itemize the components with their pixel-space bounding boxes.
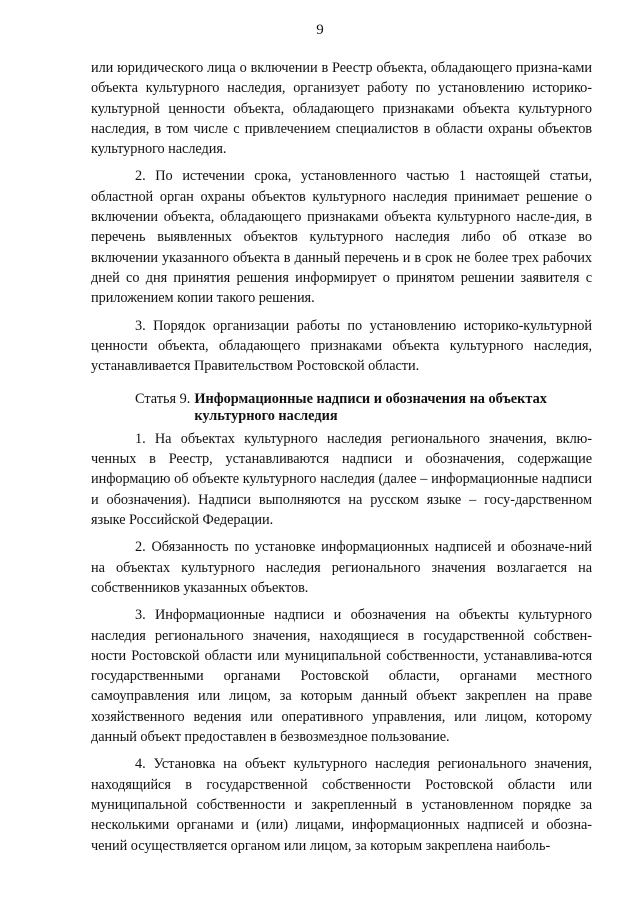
paragraph-3: 3. Порядок организации работы по установлению историко-культурной ценности объекта, обладающего признаками объекта культурного наследия, устанавливается Правительством Ростовской области. [91, 317, 592, 375]
page-number: 9 [316, 22, 324, 38]
article-9-paragraph-3: 3. Информационные надписи и обозначения на объекты культурного наследия регионального значения, находящиеся в государственной собствен-ности Ростовской области или муниципальной собственности, устанавлива-ются государственными органами Ростовской области, органами местного самоуправления или лицом, за которым данный объект закреплен на праве хозяйственного ведения или оперативного управления, или лицом, которому данный объект предоставлен в безвозмездное пользование. [91, 607, 592, 746]
document-body [91, 58, 592, 863]
paragraph-2: 2. По истечении срока, установленного частью 1 настоящей статьи, областной орган охраны объектов культурного наследия принимает решение о включении объекта, обладающего признаками объекта культурного насле-дия, в перечень выявленных объектов культурного наследия либо об отказе во включении указанного объекта в данный перечень и в срок не более трех рабочих дней со дня принятия решения информирует о принятом решении заявителя с приложением копии такого решения. [91, 168, 592, 307]
article-9-paragraph-4: 4. Установка на объект культурного наследия регионального значения, находящийся в государственной собственности Ростовской области или муниципальной собственности и закрепленный в установленном порядке за несколькими органами и (или) лицами, информационных надписей и обозна-чений осуществляется органом или лицом, за которым закреплена наиболь- [91, 756, 592, 854]
paragraph-continuation: или юридического лица о включении в Реестр объекта, обладающего призна-ками объекта культурного наследия, организует работу по установлению историко-культурной ценности объекта, обладающего признаками объекта культурного наследия, в том числе с привлечением специалистов в области охраны объектов культурного наследия. [91, 60, 592, 158]
article-heading [91, 391, 592, 423]
article-9-paragraph-1: 1. На объектах культурного наследия регионального значения, вклю-ченных в Реестр, устанавливаются надписи и обозначения, содержащие информацию об объекте культурного наследия (далее – информационные надписи и обозначения). Надписи выполняются на русском языке – госу-дарственном языке Российской Федерации. [91, 430, 592, 529]
article-number: Статья 9. [135, 391, 191, 408]
article-9-paragraph-2: 2. Обязанность по установке информационных надписей и обозначе-ний на объектах культурного наследия регионального значения возлагается на собственников указанных объектов. [91, 539, 592, 596]
article-title: Информационные надписи и обозначения на объектах культурного наследия [194, 391, 547, 424]
